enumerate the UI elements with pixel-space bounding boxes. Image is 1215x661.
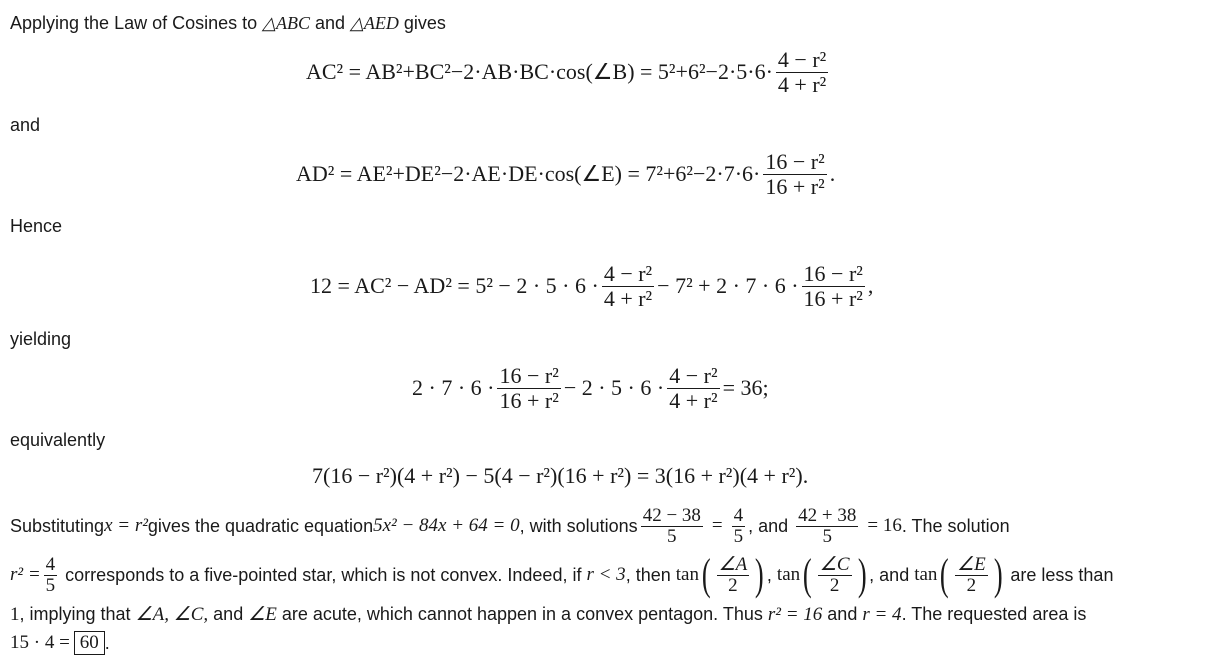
- eq2-period: .: [829, 161, 836, 186]
- angle-c: ∠C: [819, 553, 850, 575]
- tan-label: tan: [914, 564, 938, 585]
- equals-sign: =: [711, 515, 723, 536]
- eq4-denominator-1: 16 + r²: [499, 387, 559, 413]
- para-text: corresponds to a five-pointed star, which is not convex. Indeed, if: [60, 565, 587, 585]
- para-text: and: [208, 604, 249, 624]
- angle-e: ∠E: [957, 553, 986, 575]
- eq4-numerator-1: 16 − r²: [499, 362, 559, 388]
- word-and: and: [10, 115, 41, 135]
- intro-line: [10, 12, 446, 34]
- eq3-denominator-1: 4 + r²: [603, 285, 653, 311]
- word-equivalently: equivalently: [10, 430, 106, 450]
- tan-c-half: ( $\frac{\angle C}{2}$ ): [803, 550, 867, 599]
- frac-denominator: 5: [822, 525, 833, 547]
- eq3-fraction-1: [602, 262, 654, 311]
- eq4-lhs: 2 · 7 · 6 ·: [412, 375, 495, 400]
- frac-denominator: 5: [45, 574, 56, 596]
- word-hence: Hence: [10, 216, 63, 236]
- para-line-3: [10, 603, 1086, 626]
- para-line-4: [10, 631, 110, 655]
- tan-e-half: ( $\frac{\angle E}{2}$ ): [940, 550, 1003, 599]
- para-text: and: [822, 604, 863, 624]
- math-15-times-4: 15 · 4 =: [10, 632, 70, 653]
- eq4-middle: − 2 · 5 · 6 ·: [563, 375, 665, 400]
- eq4-rhs: = 36;: [722, 375, 769, 400]
- eq2-lhs: AD² = AE²+DE²−2·AE·DE·cos(∠E) = 7²+6²−2·7·6·: [296, 161, 761, 186]
- eq3-middle: − 7² + 2 · 7 · 6 ·: [657, 273, 799, 298]
- para-text: , then: [625, 565, 676, 585]
- para-text: are less than: [1005, 565, 1114, 585]
- eq2-fraction: [763, 150, 826, 199]
- eq1-lhs: AC² = AB²+BC²−2·AB·BC·cos(∠B) = 5²+6²−2·5·6·: [306, 59, 773, 84]
- eq3-numerator-2: 16 − r²: [803, 260, 863, 286]
- triangle-aed: △AED: [350, 13, 399, 33]
- equation-ad-squared: [296, 148, 835, 200]
- eq1-fraction: [776, 48, 828, 97]
- para-text: Substituting: [10, 516, 105, 536]
- word-yielding: yielding: [10, 329, 72, 349]
- angle-a: ∠A: [718, 553, 748, 575]
- frac-4-5-b: [44, 555, 58, 596]
- tan-label: tan: [776, 564, 801, 585]
- intro-and: and: [310, 13, 351, 33]
- para-line-1: [10, 500, 1010, 552]
- math-angle-e: ∠E: [248, 604, 277, 625]
- para-text: . The solution: [901, 516, 1010, 536]
- eq2-numerator: 16 − r²: [765, 148, 825, 174]
- answer-box: 60: [74, 631, 105, 655]
- math-x-eq-r2: x = r²: [104, 515, 148, 536]
- eq4-fraction-2: [667, 364, 719, 413]
- eq3-fraction-2: [802, 262, 865, 311]
- math-r-lt-3: r < 3: [586, 564, 626, 585]
- para-text: ,: [766, 565, 777, 585]
- eq3-comma: ,: [867, 273, 874, 298]
- eq4-denominator-2: 4 + r²: [669, 387, 718, 413]
- frac-denominator: 5: [667, 525, 677, 547]
- triangle-abc: △ABC: [262, 13, 310, 33]
- frac-denominator: 2: [829, 574, 840, 596]
- eq1-numerator: 4 − r²: [777, 46, 827, 72]
- math-r2-eq-16: r² = 16: [767, 604, 823, 625]
- para-text: , implying that: [19, 604, 136, 624]
- para-text: , and: [748, 516, 794, 536]
- eq2-denominator: 16 + r²: [765, 173, 825, 199]
- frac-numerator: 42 + 38: [798, 504, 857, 526]
- equation-thirty-six: [412, 362, 769, 414]
- eq3-lhs: 12 = AC² − AD² = 5² − 2 · 5 · 6 ·: [310, 273, 599, 298]
- eq4-numerator-2: 4 − r²: [669, 362, 718, 388]
- para-text: .: [104, 633, 110, 653]
- para-text: are acute, which cannot happen in a convex pentagon. Thus: [276, 604, 768, 624]
- para-text: . The requested area is: [901, 604, 1087, 624]
- frac-42-plus-38: [796, 506, 858, 547]
- eq1-denominator: 4 + r²: [777, 71, 827, 97]
- frac-numerator: 4: [45, 553, 56, 575]
- tan-label: tan: [675, 564, 699, 585]
- frac-numerator: 42 − 38: [642, 504, 701, 526]
- equation-expanded: [312, 460, 808, 492]
- intro-text: Applying the Law of Cosines to: [10, 13, 263, 33]
- eq4-fraction-1: [497, 364, 560, 413]
- frac-denominator: 2: [966, 574, 977, 596]
- math-r-eq-4: r = 4: [862, 604, 902, 625]
- frac-4-5: [732, 506, 746, 547]
- math-r2-eq: r² =: [10, 564, 41, 585]
- math-eq-16: = 16: [867, 515, 902, 536]
- eq3-numerator-1: 4 − r²: [603, 260, 653, 286]
- math-quadratic: 5x² − 84x + 64 = 0: [373, 515, 520, 536]
- eq5-text: 7(16 − r²)(4 + r²) − 5(4 − r²)(16 + r²) = 3(16 + r²)(4 + r²).: [312, 463, 809, 488]
- para-text: , with solutions: [519, 516, 638, 536]
- equation-ac-squared: [306, 46, 831, 98]
- eq3-denominator-2: 16 + r²: [803, 285, 863, 311]
- math-angles-ac: ∠A, ∠C,: [135, 604, 209, 625]
- frac-numerator: 4: [733, 504, 744, 526]
- frac-denominator: 2: [728, 574, 738, 596]
- frac-42-minus-38: [641, 506, 703, 547]
- para-text: , and: [869, 565, 915, 585]
- para-line-2: [10, 548, 1113, 602]
- para-text: gives the quadratic equation: [147, 516, 374, 536]
- equation-twelve: [310, 260, 873, 312]
- tan-a-half: ( $\frac{\angle A}{2}$ ): [701, 550, 764, 599]
- intro-gives: gives: [398, 13, 446, 33]
- math-one: 1: [10, 604, 20, 625]
- frac-denominator: 5: [733, 525, 744, 547]
